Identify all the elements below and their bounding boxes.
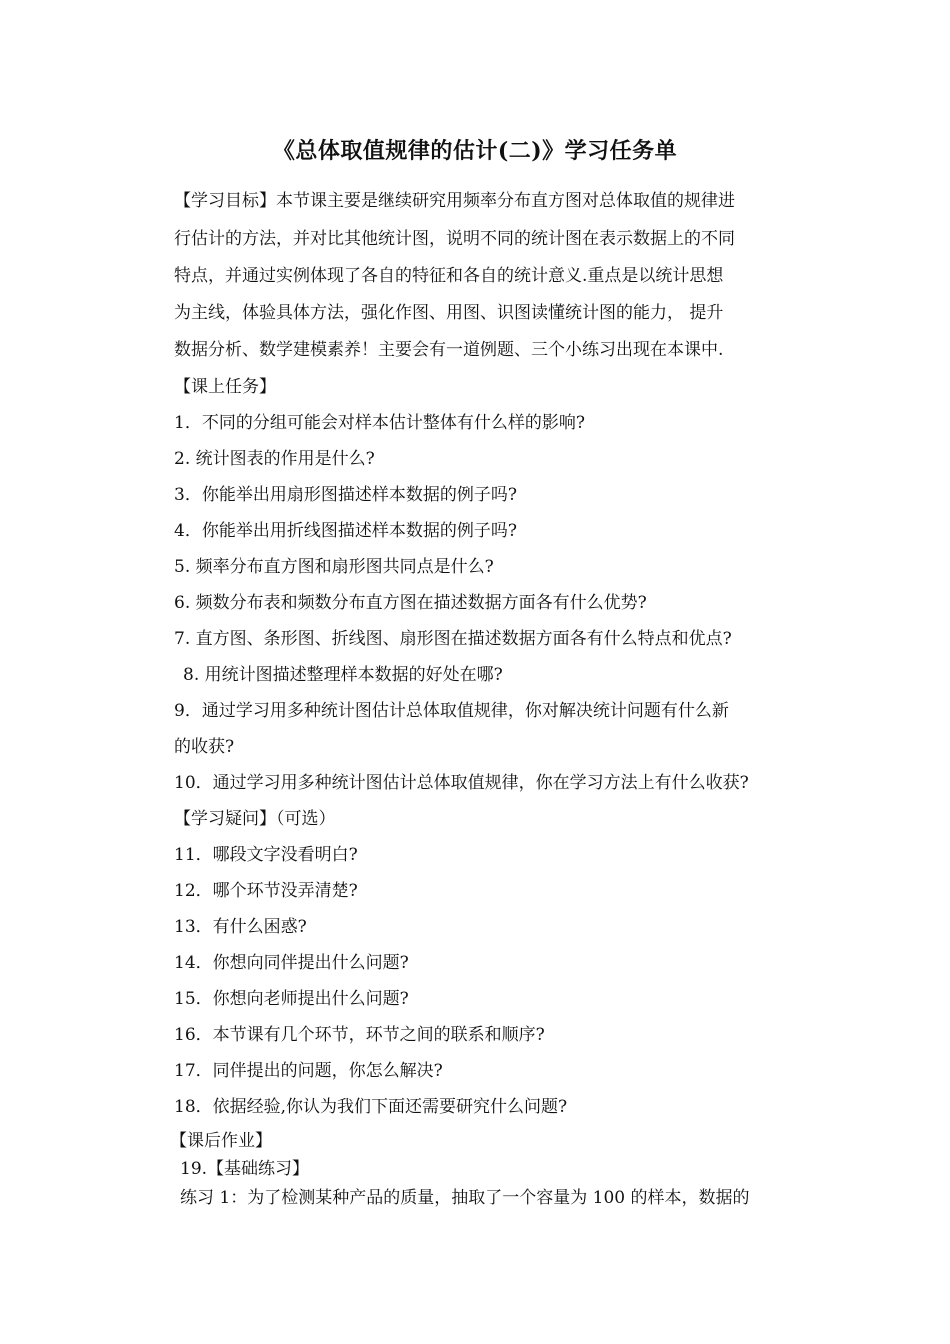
- in-class-item-8: 8. 用统计图描述整理样本数据的好处在哪?: [183, 665, 503, 685]
- objectives-line-3: 特点，并通过实例体现了各自的特征和各自的统计意义.重点是以统计思想: [174, 266, 724, 286]
- question-item-17: 17．同伴提出的问题，你怎么解决?: [174, 1061, 443, 1081]
- in-class-item-3: 3．你能举出用扇形图描述样本数据的例子吗?: [174, 485, 517, 505]
- objectives-line-4: 为主线，体验具体方法，强化作图、用图、识图读懂统计图的能力， 提升: [174, 303, 724, 323]
- in-class-item-5: 5. 频率分布直方图和扇形图共同点是什么?: [174, 557, 494, 577]
- in-class-item-7: 7. 直方图、条形图、折线图、扇形图在描述数据方面各有什么特点和优点?: [174, 629, 732, 649]
- questions-heading: 【学习疑问】（可选）: [174, 809, 336, 829]
- in-class-item-2: 2. 统计图表的作用是什么?: [174, 449, 375, 469]
- question-item-15: 15．你想向老师提出什么问题?: [174, 989, 409, 1009]
- in-class-item-4: 4．你能举出用折线图描述样本数据的例子吗?: [174, 521, 517, 541]
- objectives-line-5: 数据分析、数学建模素养！主要会有一道例题、三个小练习出现在本课中.: [174, 340, 724, 360]
- question-item-16: 16．本节课有几个环节，环节之间的联系和顺序?: [174, 1025, 545, 1045]
- homework-exercise-line: 练习 1：为了检测某种产品的质量，抽取了一个容量为 100 的样本，数据的: [180, 1188, 750, 1208]
- question-item-11: 11．哪段文字没看明白?: [174, 845, 358, 865]
- question-item-12: 12．哪个环节没弄清楚?: [174, 881, 358, 901]
- objectives-line-2: 行估计的方法，并对比其他统计图，说明不同的统计图在表示数据上的不同: [174, 229, 735, 249]
- in-class-item-10: 10．通过学习用多种统计图估计总体取值规律，你在学习方法上有什么收获?: [174, 773, 749, 793]
- question-item-14: 14．你想向同伴提出什么问题?: [174, 953, 409, 973]
- objectives-line-1: 【学习目标】本节课主要是继续研究用频率分布直方图对总体取值的规律进: [174, 191, 735, 211]
- in-class-heading: 【课上任务】: [174, 377, 276, 397]
- homework-sub-heading: 19.【基础练习】: [180, 1159, 310, 1179]
- in-class-item-6: 6. 频数分布表和频数分布直方图在描述数据方面各有什么优势?: [174, 593, 647, 613]
- in-class-item-9: 9．通过学习用多种统计图估计总体取值规律，你对解决统计问题有什么新: [174, 701, 729, 721]
- document-title: 《总体取值规律的估计(二)》学习任务单: [272, 138, 678, 164]
- in-class-item-1: 1．不同的分组可能会对样本估计整体有什么样的影响?: [174, 413, 585, 433]
- homework-heading: 【课后作业】: [170, 1131, 272, 1151]
- question-item-18: 18．依据经验,你认为我们下面还需要研究什么问题?: [174, 1097, 568, 1117]
- in-class-item-9-continued: 的收获?: [174, 737, 235, 757]
- question-item-13: 13．有什么困惑?: [174, 917, 307, 937]
